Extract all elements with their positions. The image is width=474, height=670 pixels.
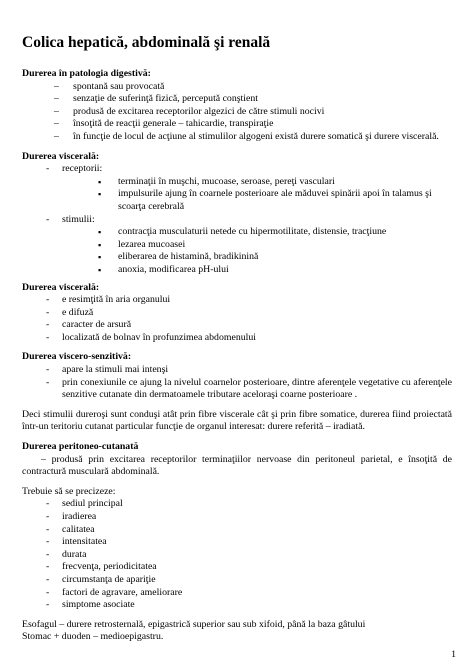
- section-peritoneo-cutaneous-pain: [22, 441, 452, 479]
- page-number: 1: [451, 649, 456, 660]
- section-to-specify: [22, 486, 452, 612]
- section-digestive-pain: [22, 68, 452, 144]
- list-item: – în funcţie de locul de acţiune al stimulilor algogeni există durere somatică şi durere viscerală.: [22, 131, 452, 144]
- section-text: – produsă prin excitarea receptorilor terminaţiilor nervoase din peritoneul parietal, e însoţită de contractură musculară abdominală.: [22, 453, 452, 478]
- hyphen-list: [22, 364, 452, 402]
- list-item: - iradierea: [22, 511, 452, 524]
- bullet-item: ▪ contracţia musculaturii netede cu hipermotilitate, distensie, tracţiune: [22, 226, 452, 239]
- dash-list: [22, 81, 452, 144]
- bullet-item: ▪ anoxia, modificarea pH-ului: [22, 264, 452, 277]
- hyphen-list: [22, 214, 452, 227]
- bullet-list: [22, 176, 452, 214]
- list-item: - circumstanţa de apariţie: [22, 574, 452, 587]
- hyphen-list: [22, 294, 452, 344]
- section-heading: Durerea viscerală:: [22, 281, 100, 293]
- hyphen-list: [22, 498, 452, 611]
- section-visceral-pain: [22, 151, 452, 277]
- stimuli-label: stimulii:: [62, 213, 95, 225]
- bullet-item: ▪ impulsurile ajung în coarnele posterioare ale măduvei spinării apoi în talamus şi scoarţa cerebrală: [22, 188, 452, 213]
- list-item: - sediul principal: [22, 498, 452, 511]
- section-heading: Durerea viscerală:: [22, 150, 100, 162]
- document-title: Colica hepatică, abdominală şi renală: [22, 34, 271, 51]
- list-item: - frecvenţa, periodicitatea: [22, 561, 452, 574]
- list-item: – produsă de excitarea receptorilor algezici de către stimuli nocivi: [22, 106, 452, 119]
- list-item: - durata: [22, 549, 452, 562]
- paragraph-referred-pain: Deci stimulii dureroşi sunt conduşi atât prin fibre viscerale cât şi prin fibre somatice, durerea fiind proiectată într-un teritoriu cutanat particular funcţie de organul interesat: durere referită – iradiată.: [22, 408, 452, 433]
- list-item: – însoţită de reacţii generale – tahicardie, transpiraţie: [22, 118, 452, 131]
- list-item: - simptome asociate: [22, 599, 452, 612]
- bullet-item: ▪ eliberarea de histamină, bradikinină: [22, 251, 452, 264]
- list-item-stimuli: [22, 214, 452, 227]
- section-heading: Durerea peritoneo-cutanată: [22, 441, 139, 453]
- list-item: - e resimţită în aria organului: [22, 294, 452, 307]
- list-item: - localizată de bolnav în profunzimea abdomenului: [22, 332, 452, 345]
- section-heading: Durerea viscero-senzitivă:: [22, 351, 132, 363]
- list-item: - intensitatea: [22, 536, 452, 549]
- list-item: - apare la stimuli mai intenşi: [22, 364, 452, 377]
- hyphen-list: [22, 163, 452, 176]
- bullet-item: ▪ lezarea mucoasei: [22, 239, 452, 252]
- section-visceral-pain-traits: [22, 282, 452, 345]
- list-item: – spontană sau provocată: [22, 81, 452, 94]
- receptors-label: receptorii:: [62, 163, 103, 175]
- bullet-list: [22, 226, 452, 276]
- footer-line: Esofagul – durere retrosternală, epigastrică superior sau sub xifoid, până la baza gâtului: [22, 618, 366, 630]
- list-item: - calitatea: [22, 524, 452, 537]
- list-item: - caracter de arsură: [22, 319, 452, 332]
- section-heading: Trebuie să se precizeze:: [22, 485, 116, 497]
- document-page: [22, 34, 452, 644]
- section-viscero-sensitive-pain: [22, 351, 452, 401]
- footer-line: Stomac + duoden – medioepigastru.: [22, 631, 164, 643]
- list-item: – senzaţie de suferinţă fizică, percepută conştient: [22, 93, 452, 106]
- section-heading: Durerea în patologia digestivă:: [22, 68, 151, 79]
- list-item: - factori de agravare, ameliorare: [22, 587, 452, 600]
- list-item: - prin conexiunile ce ajung la nivelul coarnelor posterioare, dintre aferenţele vegetative cu aferenţele senzitive cutanate din dermatoamele tributare aceloraşi coarne posterioare .: [22, 377, 452, 402]
- bullet-item: ▪ terminaţii în muşchi, mucoase, seroase, pereţi vasculari: [22, 176, 452, 189]
- footer-notes: [22, 619, 452, 644]
- list-item-receptors: [22, 163, 452, 176]
- list-item: - e difuză: [22, 307, 452, 320]
